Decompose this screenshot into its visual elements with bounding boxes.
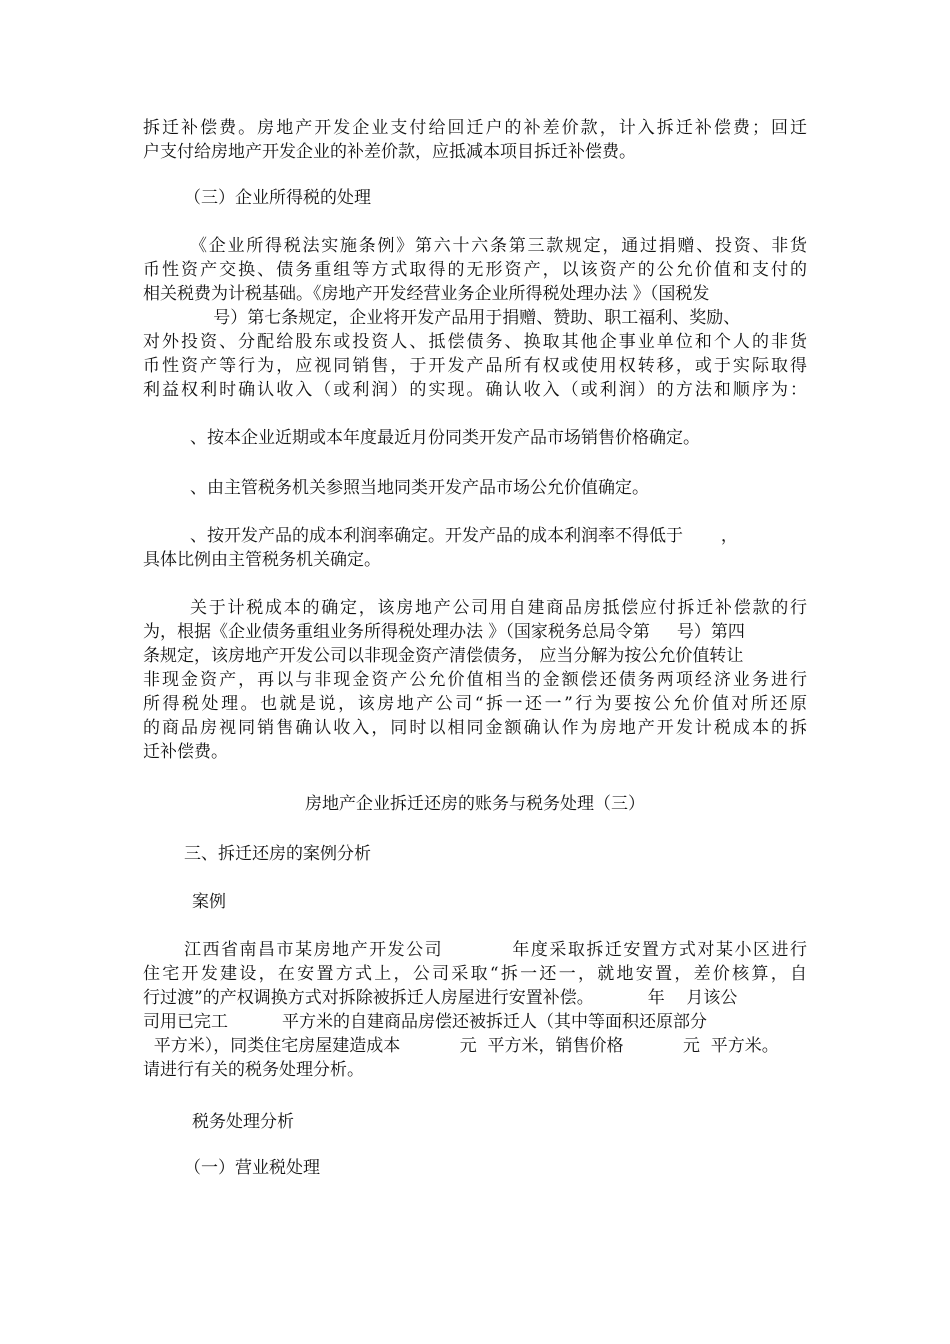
paragraph-line: 住宅开发建设，在安置方式上，公司采取“拆一还一，就地安置，差价核算，自 bbox=[143, 964, 807, 984]
subheading: 案例 bbox=[192, 892, 226, 912]
paragraph-line: 币性资产等行为，应视同销售，于开发产品所有权或使用权转移，或于实际取得 bbox=[143, 356, 807, 376]
paragraph-line: 户支付给房地产开发企业的补差价款，应抵减本项目拆迁补偿费。 bbox=[143, 142, 636, 162]
section-heading: 三、拆迁还房的案例分析 bbox=[184, 844, 371, 864]
paragraph-line: 司用已完工 平方米的自建商品房偿还被拆迁人（其中等面积还原部分 bbox=[143, 1012, 708, 1032]
paragraph-line: 请进行有关的税务处理分析。 bbox=[143, 1060, 364, 1080]
list-item: 、按本企业近期或本年度最近月份同类开发产品市场销售价格确定。 bbox=[190, 428, 700, 448]
paragraph-line: 关于计税成本的确定，该房地产公司用自建商品房抵偿应付拆迁补偿款的行 bbox=[190, 598, 807, 618]
paragraph-line: 所得税处理。也就是说，该房地产公司“拆一还一”行为要按公允价值对所还原 bbox=[143, 694, 807, 714]
paragraph-line: 迁补偿费。 bbox=[143, 742, 228, 762]
paragraph-line: 《企业所得税法实施条例》第六十六条第三款规定，通过捐赠、投资、非货 bbox=[190, 236, 807, 256]
subheading: 税务处理分析 bbox=[192, 1112, 294, 1132]
paragraph-line: 利益权利时确认收入（或利润）的实现。确认收入（或利润）的方法和顺序为： bbox=[143, 380, 807, 400]
paragraph-line: 条规定，该房地产开发公司以非现金资产清偿债务， 应当分解为按公允价值转让 bbox=[143, 646, 744, 666]
paragraph-line: 为，根据《企业债务重组业务所得税处理办法 》（国家税务总局令第 号）第四 bbox=[143, 622, 745, 642]
paragraph-line: 非现金资产，再以与非现金资产公允价值相当的金额偿还债务两项经济业务进行 bbox=[143, 670, 807, 690]
section-heading: （一）营业税处理 bbox=[184, 1158, 320, 1178]
paragraph-line: 号）第七条规定，企业将开发产品用于捐赠、赞助、职工福利、奖励、 bbox=[143, 308, 741, 328]
paragraph-line: 相关税费为计税基础。《房地产开发经营业务企业所得税处理办法 》（国税发 bbox=[143, 284, 710, 304]
list-item: 、按开发产品的成本利润率确定。开发产品的成本利润率不得低于 ， bbox=[190, 526, 738, 546]
paragraph-line: 拆迁补偿费。房地产开发企业支付给回迁户的补差价款，计入拆迁补偿费；回迁 bbox=[143, 118, 807, 138]
paragraph-line: 对外投资、分配给股东或投资人、抵偿债务、换取其他企事业单位和个人的非货 bbox=[143, 332, 807, 352]
section-heading: （三）企业所得税的处理 bbox=[184, 188, 371, 208]
paragraph-line: 的商品房视同销售确认收入，同时以相同金额确认作为房地产开发计税成本的拆 bbox=[143, 718, 807, 738]
paragraph-line: 行过渡”的产权调换方式对拆除被拆迁人房屋进行安置补偿。 年 月该公 bbox=[143, 988, 738, 1008]
article-title: 房地产企业拆迁还房的账务与税务处理（三） bbox=[305, 794, 645, 814]
list-item: 、由主管税务机关参照当地同类开发产品市场公允价值确定。 bbox=[190, 478, 649, 498]
paragraph-line: 平方米），同类住宅房屋建造成本 元 平方米，销售价格 元 平方米。 bbox=[143, 1036, 779, 1056]
paragraph-line: 江西省南昌市某房地产开发公司 年度采取拆迁安置方式对某小区进行 bbox=[184, 940, 807, 960]
list-item-continuation: 具体比例由主管税务机关确定。 bbox=[143, 550, 381, 570]
paragraph-line: 币性资产交换、债务重组等方式取得的无形资产，以该资产的公允价值和支付的 bbox=[143, 260, 807, 280]
